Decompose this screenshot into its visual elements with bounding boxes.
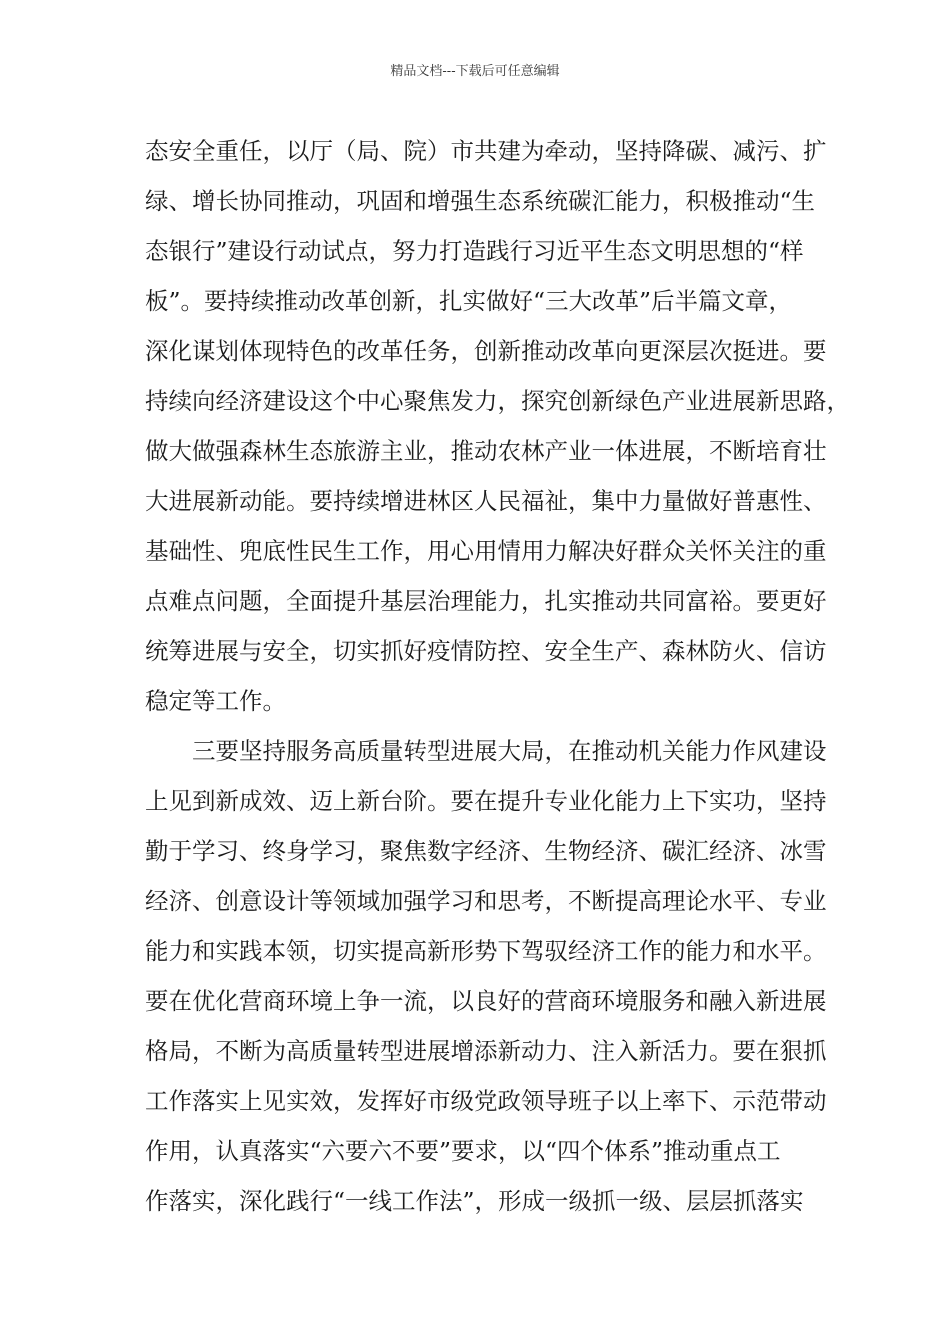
- paragraph-1-line-7: 做大做强森林生态旅游主业，推动农林产业一体进展，不断培育壮: [145, 437, 827, 465]
- paragraph-2-line-1: 三要坚持服务高质量转型进展大局，在推动机关能力作风建设: [192, 737, 827, 765]
- paragraph-1-line-5: 深化谋划体现特色的改革任务，创新推动改革向更深层次挺进。要: [145, 337, 827, 365]
- paragraph-2-line-7: 格局，不断为高质量转型进展增添新动力、注入新活力。要在狠抓: [145, 1037, 827, 1065]
- paragraph-2-line-6: 要在优化营商环境上争一流，以良好的营商环境服务和融入新进展: [145, 987, 827, 1015]
- paragraph-2-line-8: 工作落实上见实效，发挥好市级党政领导班子以上率下、示范带动: [145, 1087, 827, 1115]
- paragraph-1-line-4: 板”。要持续推动改革创新，扎实做好“三大改革”后半篇文章，: [145, 287, 793, 315]
- paragraph-1-line-12: 稳定等工作。: [145, 687, 286, 715]
- paragraph-2-line-2: 上见到新成效、迈上新台阶。要在提升专业化能力上下实功，坚持: [145, 787, 827, 815]
- page-header: 精品文档---下载后可任意编辑: [390, 64, 560, 79]
- paragraph-2-line-4: 经济、创意设计等领域加强学习和思考，不断提高理论水平、专业: [145, 887, 827, 915]
- body-text: [145, 126, 850, 1226]
- paragraph-2-line-3: 勤于学习、终身学习，聚焦数字经济、生物经济、碳汇经济、冰雪: [145, 837, 827, 865]
- paragraph-1-line-11: 统筹进展与安全，切实抓好疫情防控、安全生产、森林防火、信访: [145, 637, 827, 665]
- paragraph-2-line-5: 能力和实践本领，切实提高新形势下驾驭经济工作的能力和水平。: [145, 937, 827, 965]
- paragraph-1-line-2: 绿、增长协同推动，巩固和增强生态系统碳汇能力，积极推动“生: [145, 187, 816, 215]
- paragraph-1-line-10: 点难点问题，全面提升基层治理能力，扎实推动共同富裕。要更好: [145, 587, 827, 615]
- paragraph-2-line-9: 作用，认真落实“六要六不要”要求，以“四个体系”推动重点工: [145, 1137, 781, 1165]
- paragraph-1-line-8: 大进展新动能。要持续增进林区人民福祉，集中力量做好普惠性、: [145, 487, 827, 515]
- paragraph-1-line-3: 态银行”建设行动试点，努力打造践行习近平生态文明思想的“样: [145, 237, 804, 265]
- paragraph-2-line-10: 作落实，深化践行“一线工作法”，形成一级抓一级、层层抓落实: [145, 1187, 804, 1215]
- paragraph-1-line-6: 持续向经济建设这个中心聚焦发力，探究创新绿色产业进展新思路，: [145, 387, 850, 415]
- paragraph-1-line-9: 基础性、兜底性民生工作，用心用情用力解决好群众关怀关注的重: [145, 537, 827, 565]
- paragraph-1-line-1: 态安全重任，以厅（局、院）市共建为牵动，坚持降碳、减污、扩: [145, 137, 827, 165]
